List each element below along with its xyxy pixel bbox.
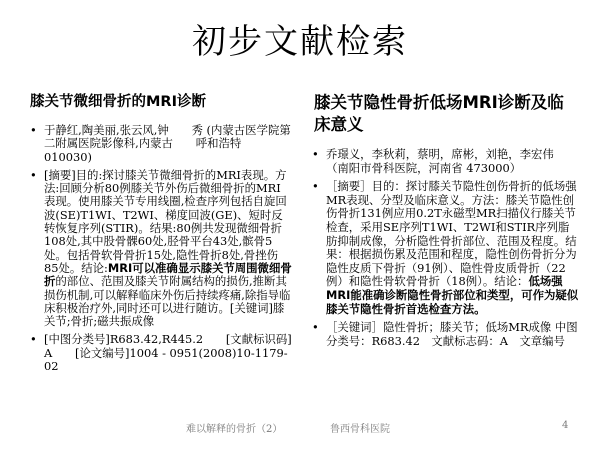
right-abstract-conclusion: 低场强MRI能准确诊断隐性骨折部位和类型，可作为疑似膝关节隐性骨折首选检查方法。 <box>326 274 579 316</box>
slide-title: 初步文献检索 <box>192 22 408 62</box>
left-abstract-tail: 的部位、范围及膝关节附属结构的损伤,推断其损伤机制,可以解释临床外伤后持续疼痛,除指导临床积极治疗外,同时还可以进行随访。[关键词]膝关节;骨折;磁共振成像 <box>44 274 291 329</box>
footer-course-title: 难以解释的骨折（2） <box>186 424 283 435</box>
left-classification-text: [中图分类号]R683.42,R445.2 [文献标识码] A [论文编号]1004 - 0951(2008)10-1179-02 <box>44 332 315 374</box>
right-article-title: 膝关节隐性骨折低场MRI诊断及临床意义 <box>314 93 564 134</box>
right-abstract-item <box>312 180 580 316</box>
right-keywords-text: ［关键词］隐性骨折；膝关节；低场MR成像 中图分类号：R683.42 文献标志码：A 文章编号 <box>326 320 578 348</box>
footer-hospital: 鲁西骨科医院 <box>330 424 390 435</box>
right-bullet-list <box>312 148 580 348</box>
right-column <box>312 92 580 353</box>
left-abstract-item <box>30 169 292 329</box>
right-abstract-text: ［摘要］目的：探讨膝关节隐性创伤骨折的低场强MR表现、分型及临床意义。方法：膝关节隐性创伤骨折131例应用0.2T永磁型MR扫描仪行膝关节检查，采用SE序列T1WI、T2WI和STIR序列脂肪抑制成像，分析隐性骨折部位、范围及程度。结果：根据损伤累及范围和程度，隐性创伤骨折分为隐性皮质下骨折（91例）、隐性骨皮质骨折（22例）和隐性骨软骨骨折（18例）。结论： <box>326 179 577 289</box>
left-authors-text: 于静红,陶美丽,张云风,钟 秀 (内蒙古医学院第二附属医院影像科,内蒙古 呼和浩特 010030) <box>44 123 291 164</box>
page-number: 4 <box>562 420 569 431</box>
left-authors-item <box>30 124 292 164</box>
left-classification-item <box>30 332 315 374</box>
left-column <box>30 92 315 378</box>
left-bullet-list <box>30 123 315 374</box>
left-article-title: 膝关节微细骨折的MRI诊断 <box>30 94 206 110</box>
left-abstract-conclusion: MRI可以准确显示膝关节周围微细骨折 <box>44 260 292 289</box>
right-keywords-item <box>312 321 580 348</box>
right-authors-item <box>312 148 580 175</box>
right-authors-text: 乔璟义，李秋莉，蔡明，席彬，刘艳，李宏伟 （南阳市骨科医院，河南省 473000） <box>326 147 566 175</box>
left-abstract-text: [摘要]目的:探讨膝关节微细骨折的MRI表现。方法:回顾分析80例膝关节外伤后微细骨折的MRI表现。使用膝关节专用线圈,检查序列包括自旋回波(SE)T1WI、T2WI、梯度回波(GE)、短时反转恢复序列(STIR)。结果:80例共发现微细骨折108处,其中股骨髁60处,胫骨平台43处,髌骨5处。包括骨软骨骨折15处,隐性骨折8处,骨挫伤85处。结论: <box>44 167 287 275</box>
